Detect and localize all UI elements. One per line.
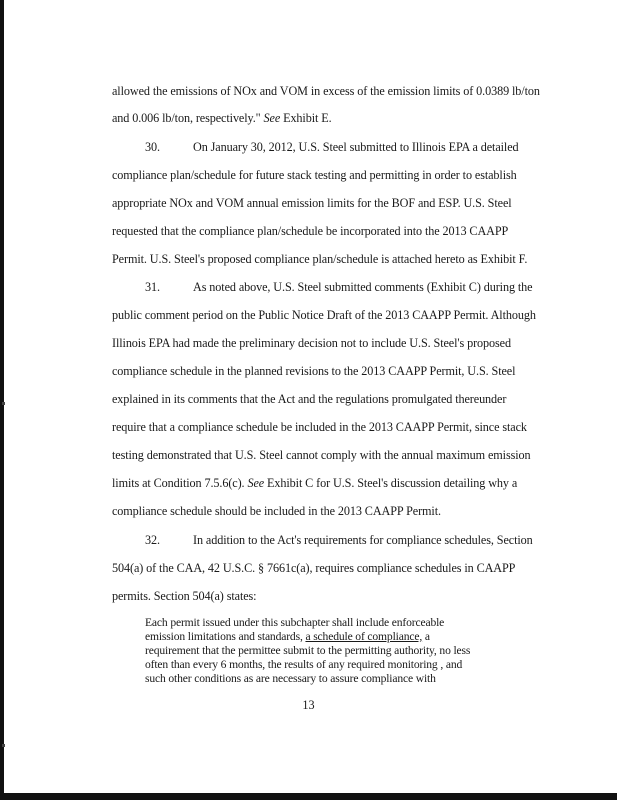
block-quote-line: such other conditions as are necessary to assure compliance with [145, 672, 436, 685]
body-line: allowed the emissions of NOx and VOM in excess of the emission limits of 0.0389 lb/ton [112, 84, 540, 98]
scan-mark [2, 744, 5, 747]
scan-left-border [0, 0, 4, 800]
body-line: compliance schedule in the planned revisions to the 2013 CAAPP Permit, U.S. Steel [112, 364, 516, 378]
block-quote-line: requirement that the permittee submit to the permitting authority, no less [145, 644, 471, 657]
scan-bottom-border [0, 793, 617, 800]
body-line: compliance schedule should be included in the 2013 CAAPP Permit. [112, 504, 441, 518]
paragraph-30-first-line: 30. On January 30, 2012, U.S. Steel submitted to Illinois EPA a detailed [112, 140, 519, 154]
body-line: appropriate NOx and VOM annual emission limits for the BOF and ESP. U.S. Steel [112, 196, 512, 210]
body-line: 504(a) of the CAA, 42 U.S.C. § 7661c(a), requires compliance schedules in CAAPP [112, 561, 516, 575]
scan-mark [2, 402, 5, 405]
paragraph-31-first-line: 31. As noted above, U.S. Steel submitted comments (Exhibit C) during the [112, 280, 533, 294]
paragraph-number: 31. [145, 280, 160, 294]
body-line: permits. Section 504(a) states: [112, 589, 257, 603]
block-quote-line: often than every 6 months, the results of any required monitoring , and [145, 658, 463, 671]
underlined-phrase: a schedule of compliance, [305, 630, 423, 643]
body-line: Permit. U.S. Steel's proposed compliance plan/schedule is attached hereto as Exhibit F. [112, 252, 528, 266]
block-quote-line: Each permit issued under this subchapter shall include enforceable [145, 616, 445, 629]
paragraph-32-first-line: 32. In addition to the Act's requirements for compliance schedules, Section [112, 533, 533, 547]
body-line: testing demonstrated that U.S. Steel cannot comply with the annual maximum emission [112, 448, 531, 462]
body-line: requested that the compliance plan/schedule be incorporated into the 2013 CAAPP [112, 224, 509, 238]
page-number: 13 [302, 698, 315, 712]
body-line: Illinois EPA had made the preliminary decision not to include U.S. Steel's proposed [112, 336, 511, 350]
citation-signal: See [263, 111, 281, 125]
body-line: public comment period on the Public Notice Draft of the 2013 CAAPP Permit. Although [112, 308, 536, 322]
body-line: and 0.006 lb/ton, respectively." See Exhibit E. [112, 111, 332, 125]
body-line: limits at Condition 7.5.6(c). See Exhibit C for U.S. Steel's discussion detailing why a [112, 476, 518, 490]
block-quote-line: emission limitations and standards, a schedule of compliance, a [145, 630, 430, 643]
body-line: require that a compliance schedule be included in the 2013 CAAPP Permit, since stack [112, 420, 527, 434]
body-line: explained in its comments that the Act and the regulations promulgated thereunder [112, 392, 507, 406]
paragraph-number: 32. [145, 533, 160, 547]
citation-signal: See [247, 476, 265, 490]
body-line: compliance plan/schedule for future stack testing and permitting in order to establish [112, 168, 517, 182]
paragraph-number: 30. [145, 140, 160, 154]
